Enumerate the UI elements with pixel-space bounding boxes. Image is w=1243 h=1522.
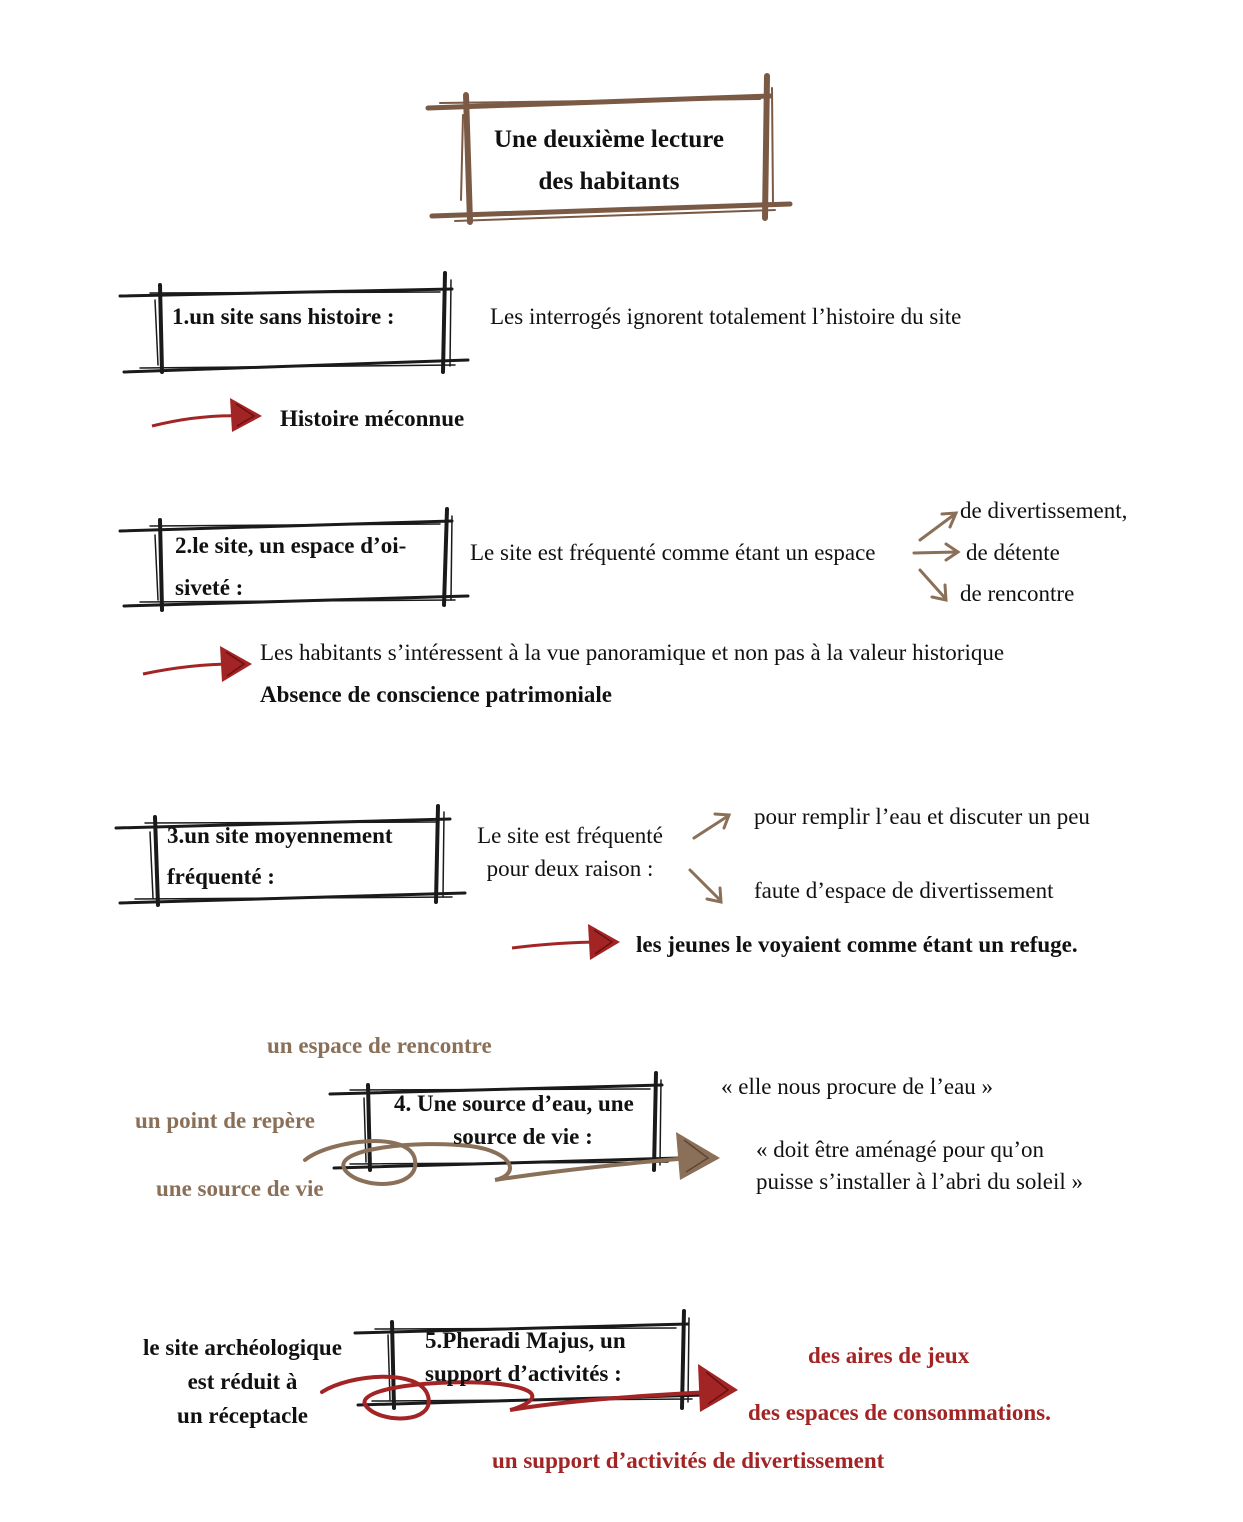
brown-branch-arrows-3 xyxy=(690,814,729,902)
section-2-branch-2: de détente xyxy=(966,540,1060,565)
section-3-conclusion: les jeunes le voyaient comme étant un refuge. xyxy=(636,932,1078,957)
section-2-consequence: Les habitants s’intéressent à la vue panoramique et non pas à la valeur historique xyxy=(260,640,1005,665)
section-4-side-label-2: un point de repère xyxy=(135,1108,315,1133)
section-1-conclusion: Histoire méconnue xyxy=(280,406,465,431)
red-arrow-1 xyxy=(152,398,262,432)
section-5-left-label-line1: le site archéologique xyxy=(143,1335,342,1360)
section-2-heading-line1: 2.le site, un espace d’oi- xyxy=(175,533,407,558)
section-4-quote-2-line2: puisse s’installer à l’abri du soleil » xyxy=(756,1169,1084,1194)
section-4-quote-1: « elle nous procure de l’eau » xyxy=(721,1074,994,1099)
red-arrow-2 xyxy=(143,646,252,682)
section-5-left-label-line3: un réceptacle xyxy=(177,1403,308,1428)
section-4-heading-line1: 4. Une source d’eau, une xyxy=(394,1091,634,1116)
brown-branch-arrows-2 xyxy=(914,513,958,600)
section-4-heading-line2: source de vie : xyxy=(453,1124,593,1149)
section-5-summary: un support d’activités de divertissement xyxy=(492,1448,885,1473)
section-3-description-line1: Le site est fréquenté xyxy=(477,823,663,848)
section-2-conclusion: Absence de conscience patrimoniale xyxy=(260,682,612,707)
section-5-heading-line2: support d’activités : xyxy=(425,1361,622,1386)
section-3-branch-2: faute d’espace de divertissement xyxy=(754,878,1054,903)
section-5-result-1: des aires de jeux xyxy=(808,1343,970,1368)
section-4-side-label-1: un espace de rencontre xyxy=(267,1033,492,1058)
red-arrow-3 xyxy=(512,924,620,960)
section-3-branch-1: pour remplir l’eau et discuter un peu xyxy=(754,804,1090,829)
section-2-heading-line2: siveté : xyxy=(175,575,244,600)
section-4-quote-2-line1: « doit être aménagé pour qu’on xyxy=(756,1137,1045,1162)
section-3-heading-line1: 3.un site moyennement xyxy=(167,823,393,848)
section-4-side-label-3: une source de vie xyxy=(156,1176,324,1201)
section-3-description-line2: pour deux raison : xyxy=(486,856,654,881)
section-1-description: Les interrogés ignorent totalement l’histoire du site xyxy=(490,304,962,329)
section-3-heading-line2: fréquenté : xyxy=(167,864,275,889)
section-5-result-2: des espaces de consommations. xyxy=(748,1400,1051,1425)
section-5-heading-line1: 5.Pheradi Majus, un xyxy=(425,1328,626,1353)
page-title-line2: des habitants xyxy=(538,168,680,195)
section-2-branch-1: de divertissement, xyxy=(960,498,1128,523)
section-2-branch-3: de rencontre xyxy=(960,581,1075,606)
page-title-line1: Une deuxième lecture xyxy=(493,126,725,153)
section-2-description: Le site est fréquenté comme étant un espace xyxy=(470,540,876,565)
section-1-heading: 1.un site sans histoire : xyxy=(172,304,395,329)
section-5-left-label-line2: est réduit à xyxy=(187,1369,298,1394)
